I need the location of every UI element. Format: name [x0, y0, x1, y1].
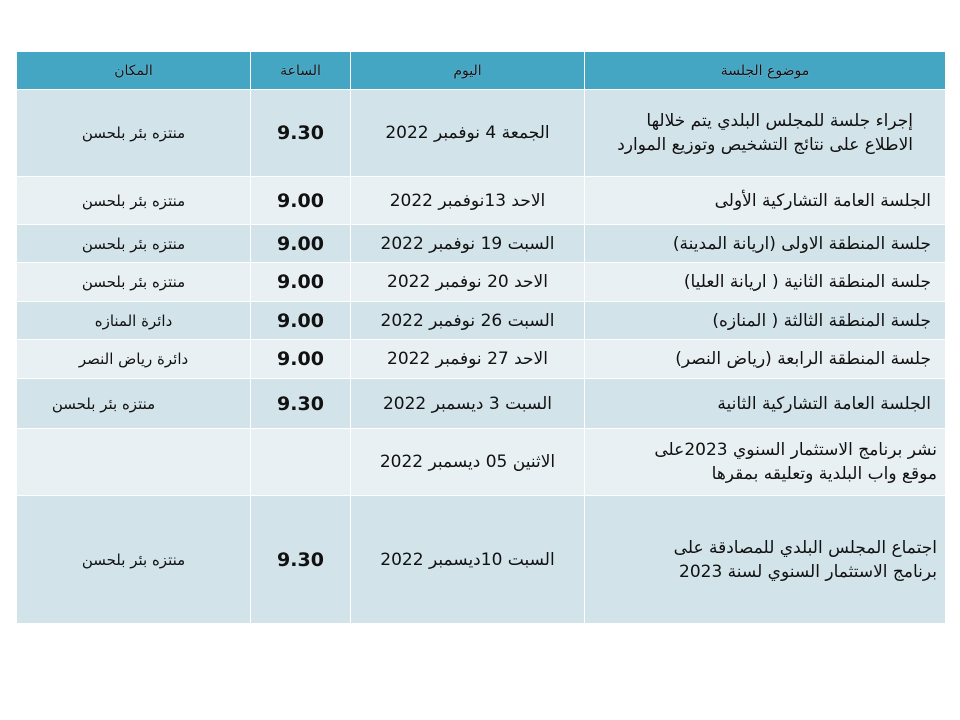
session-place: دائرة رياض النصر: [17, 340, 251, 379]
session-topic: جلسة المنطقة الثالثة ( المنازه): [585, 302, 946, 340]
session-place: منتزه بئر بلحسن: [17, 225, 251, 263]
table-row: [17, 496, 946, 624]
session-time: 9.30: [251, 90, 351, 177]
session-time: 9.00: [251, 225, 351, 263]
session-day: السبت 3 ديسمبر 2022: [351, 379, 585, 429]
session-day: الاثنين 05 ديسمبر 2022: [351, 429, 585, 496]
table-body: [17, 90, 946, 624]
header-place: المكان: [17, 52, 251, 90]
session-time: [251, 429, 351, 496]
table-row: [17, 429, 946, 496]
session-time: 9.00: [251, 302, 351, 340]
session-day: السبت 26 نوفمبر 2022: [351, 302, 585, 340]
schedule-table: [16, 51, 946, 624]
session-topic: الجلسة العامة التشاركية الثانية: [585, 379, 946, 429]
session-topic: جلسة المنطقة الثانية ( اريانة العليا): [585, 263, 946, 302]
session-time: 9.30: [251, 379, 351, 429]
session-topic: جلسة المنطقة الرابعة (رياض النصر): [585, 340, 946, 379]
header-day: اليوم: [351, 52, 585, 90]
session-day: الاحد 20 نوفمبر 2022: [351, 263, 585, 302]
session-place: منتزه بئر بلحسن: [17, 90, 251, 177]
header-time: الساعة: [251, 52, 351, 90]
header-topic: موضوع الجلسة: [585, 52, 946, 90]
session-time: 9.00: [251, 340, 351, 379]
session-time: 9.00: [251, 263, 351, 302]
table-row: [17, 340, 946, 379]
table-row: [17, 379, 946, 429]
session-topic: اجتماع المجلس البلدي للمصادقة على برنامج الاستثمار السنوي لسنة 2023: [585, 496, 946, 624]
table-row: [17, 263, 946, 302]
session-place: منتزه بئر بلحسن: [17, 177, 251, 225]
session-day: الاحد 27 نوفمبر 2022: [351, 340, 585, 379]
header-row: [17, 52, 946, 90]
session-day: السبت 10ديسمبر 2022: [351, 496, 585, 624]
session-place: دائرة المنازه: [17, 302, 251, 340]
table-row: [17, 225, 946, 263]
session-topic: جلسة المنطقة الاولى (اريانة المدينة): [585, 225, 946, 263]
session-day: السبت 19 نوفمبر 2022: [351, 225, 585, 263]
session-day: الجمعة 4 نوفمبر 2022: [351, 90, 585, 177]
table-header: [17, 52, 946, 90]
session-topic: إجراء جلسة للمجلس البلدي يتم خلالها الاطلاع على نتائج التشخيص وتوزيع الموارد: [585, 90, 946, 177]
session-place: منتزه بئر بلحسن: [17, 263, 251, 302]
table-row: [17, 302, 946, 340]
table-row: [17, 177, 946, 225]
session-place: منتزه بئر بلحسن: [17, 496, 251, 624]
session-place: منتزه بئر بلحسن: [17, 379, 251, 429]
session-day: الاحد 13نوفمبر 2022: [351, 177, 585, 225]
session-time: 9.00: [251, 177, 351, 225]
table-row: [17, 90, 946, 177]
session-time: 9.30: [251, 496, 351, 624]
session-topic: الجلسة العامة التشاركية الأولى: [585, 177, 946, 225]
session-topic: نشر برنامج الاستثمار السنوي 2023على موقع واب البلدية وتعليقه بمقرها: [585, 429, 946, 496]
session-place: [17, 429, 251, 496]
